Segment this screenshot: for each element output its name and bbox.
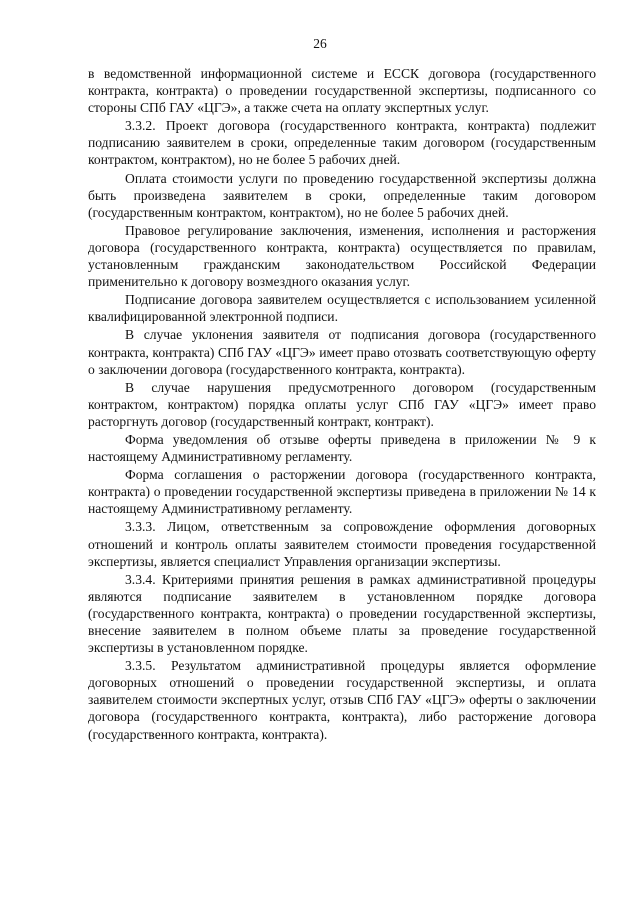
page-number: 26 xyxy=(313,36,327,51)
paragraph-ecss-contract: в ведомственной информационной системе и ЕССК договора (государственного контракта, контракта) о проведении государственной экспертизы, подписанного со стороны СПб ГАУ «ЦГЭ», а также счета на оплату экспертных услуг. xyxy=(88,66,596,116)
paragraph-contract-termination: В случае нарушения предусмотренного договором (государственным контрактом, контрактом) порядка оплаты услуг СПб ГАУ «ЦГЭ» имеет право расторгнуть договор (государственный контракт, контракт). xyxy=(88,379,596,429)
paragraph-notification-form: Форма уведомления об отзыве оферты приведена в приложении № 9 к настоящему Административному регламенту. xyxy=(88,431,596,465)
paragraph-legal-regulation: Правовое регулирование заключения, изменения, исполнения и расторжения договора (государственного контракта, контракта) осуществляется по правилам, установленным гражданским законодательством Российской Федерации применительно к договору возмездного оказания услуг. xyxy=(88,222,596,290)
paragraph-3-3-3-responsible-person: 3.3.3. Лицом, ответственным за сопровождение оформления договорных отношений и контроль оплаты заявителем стоимости проведения государственной экспертизы, является специалист Управления организации экспертизы. xyxy=(88,519,596,569)
paragraph-3-3-5-procedure-result: 3.3.5. Результатом административной процедуры является оформление договорных отношений о проведении государственной экспертизы, и оплата заявителем стоимости экспертных услуг, отзыв СПб ГАУ «ЦГЭ» оферты о заключении договора (государственного контракта, контракта), либо расторжение договора (государственного контракта, контракта). xyxy=(88,658,596,742)
paragraph-electronic-signature: Подписание договора заявителем осуществляется с использованием усиленной квалифицированной электронной подписи. xyxy=(88,292,596,325)
paragraph-offer-withdrawal: В случае уклонения заявителя от подписания договора (государственного контракта, контракта) СПб ГАУ «ЦГЭ» имеет право отозвать соответствующую оферту о заключении договора (государственного контракта, контракта). xyxy=(88,327,596,377)
document-body xyxy=(88,65,596,744)
paragraph-3-3-4-decision-criteria: 3.3.4. Критериями принятия решения в рамках административной процедуры являются подписание заявителем в установленном порядке договора (государственного контракта, контракта) о проведении государственной экспертизы, внесение заявителем в полном объеме платы за проведение государственной экспертизы в установленном порядке. xyxy=(88,571,596,656)
paragraph-payment-terms: Оплата стоимости услуги по проведению государственной экспертизы должна быть произведена заявителем в сроки, определенные таким договором (государственным контрактом, контрактом), но не более 5 рабочих дней. xyxy=(88,170,596,220)
paragraph-3-3-2-contract-signing: 3.3.2. Проект договора (государственного контракта, контракта) подлежит подписанию заявителем в сроки, определенные таким договором (государственным контрактом, контрактом), но не более 5 рабочих дней. xyxy=(88,118,596,168)
paragraph-termination-agreement-form: Форма соглашения о расторжении договора (государственного контракта, контракта) о проведении государственной экспертизы приведена в приложении № 14 к настоящему Административному регламенту. xyxy=(88,467,596,517)
